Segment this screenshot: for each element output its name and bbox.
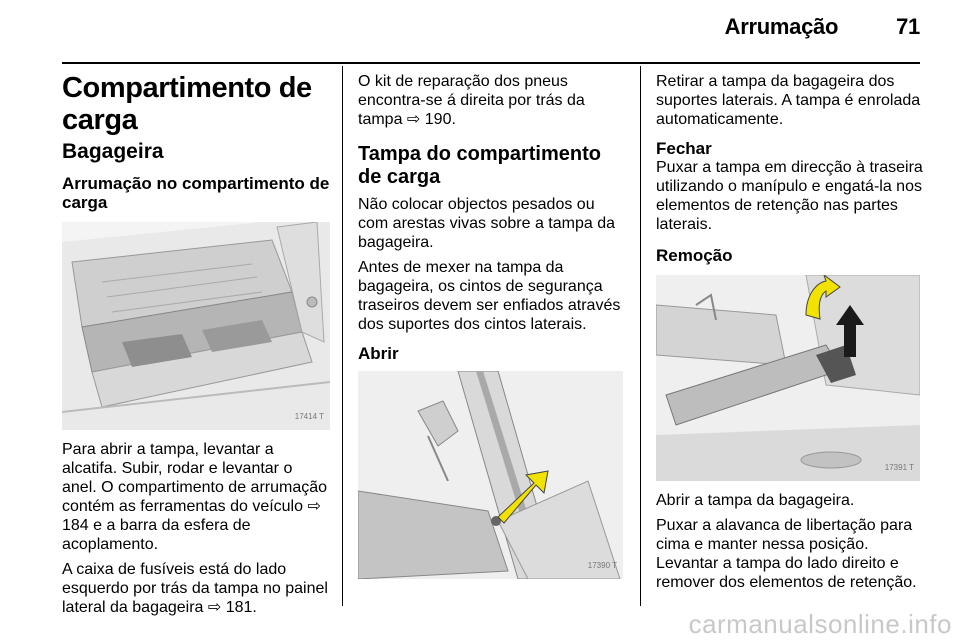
removal-figure	[656, 275, 920, 481]
column-divider-2	[640, 66, 641, 606]
open-cover-figure	[358, 371, 623, 579]
subsection-heading: Fechar	[656, 139, 712, 158]
paragraph: Abrir a tampa da bagageira.	[656, 492, 855, 509]
chapter-title: Compartimento de carga	[62, 72, 312, 136]
subsection-heading: Arrumação no compartimento de carga	[62, 174, 330, 212]
removal-illustration	[656, 275, 920, 481]
paragraph: Não colocar objectos pesados ou com arestas vivas sobre a tampa da bagageira.	[358, 196, 616, 251]
page-header	[725, 14, 920, 40]
column-2	[358, 72, 628, 579]
paragraph: Puxar a alavanca de libertação para cima e manter nessa posição. Levantar a tampa do lado direito e remover dos elementos de retenção.	[656, 517, 917, 591]
column-divider-1	[342, 66, 343, 606]
storage-illustration	[62, 222, 330, 430]
watermark: carmanualsonline.info	[688, 609, 952, 639]
figure-number: 17390 T	[587, 561, 617, 570]
section-title: Arrumação	[724, 14, 839, 39]
paragraph: O kit de reparação dos pneus encontra-se á direita por trás da tampa ⇨ 190.	[358, 73, 585, 128]
figure-number: 17414 T	[294, 412, 324, 421]
paragraph: A caixa de fusíveis está do lado esquerdo por trás da tampa no painel lateral da bagageira ⇨ 181.	[62, 561, 328, 616]
storage-figure	[62, 222, 330, 430]
subsection-heading: Abrir	[358, 344, 399, 363]
section-heading: Bagageira	[62, 140, 164, 163]
subsection-heading: Remoção	[656, 246, 733, 265]
paragraph: Para abrir a tampa, levantar a alcatifa. Subir, rodar e levantar o anel. O compartimento de arrumação contém as ferramentas do veículo ⇨ 184 e a barra da esfera de acoplamento.	[62, 441, 328, 553]
figure-number: 17391 T	[884, 463, 914, 472]
open-cover-illustration	[358, 371, 623, 579]
section-heading: Tampa do compartimento de carga	[358, 143, 601, 188]
paragraph: Retirar a tampa da bagageira dos suportes laterais. A tampa é enrolada automaticamente.	[656, 73, 921, 128]
column-1	[62, 72, 330, 623]
paragraph: Puxar a tampa em direcção à traseira utilizando o manípulo e engatá-la nos elementos de retenção nas partes laterais.	[656, 159, 923, 233]
paragraph: Antes de mexer na tampa da bagageira, os cintos de segurança traseiros devem ser enfiados através dos suportes dos cintos laterais.	[358, 259, 621, 333]
column-3	[656, 72, 934, 598]
header-rule	[62, 62, 920, 64]
page-number: 71	[896, 14, 920, 39]
